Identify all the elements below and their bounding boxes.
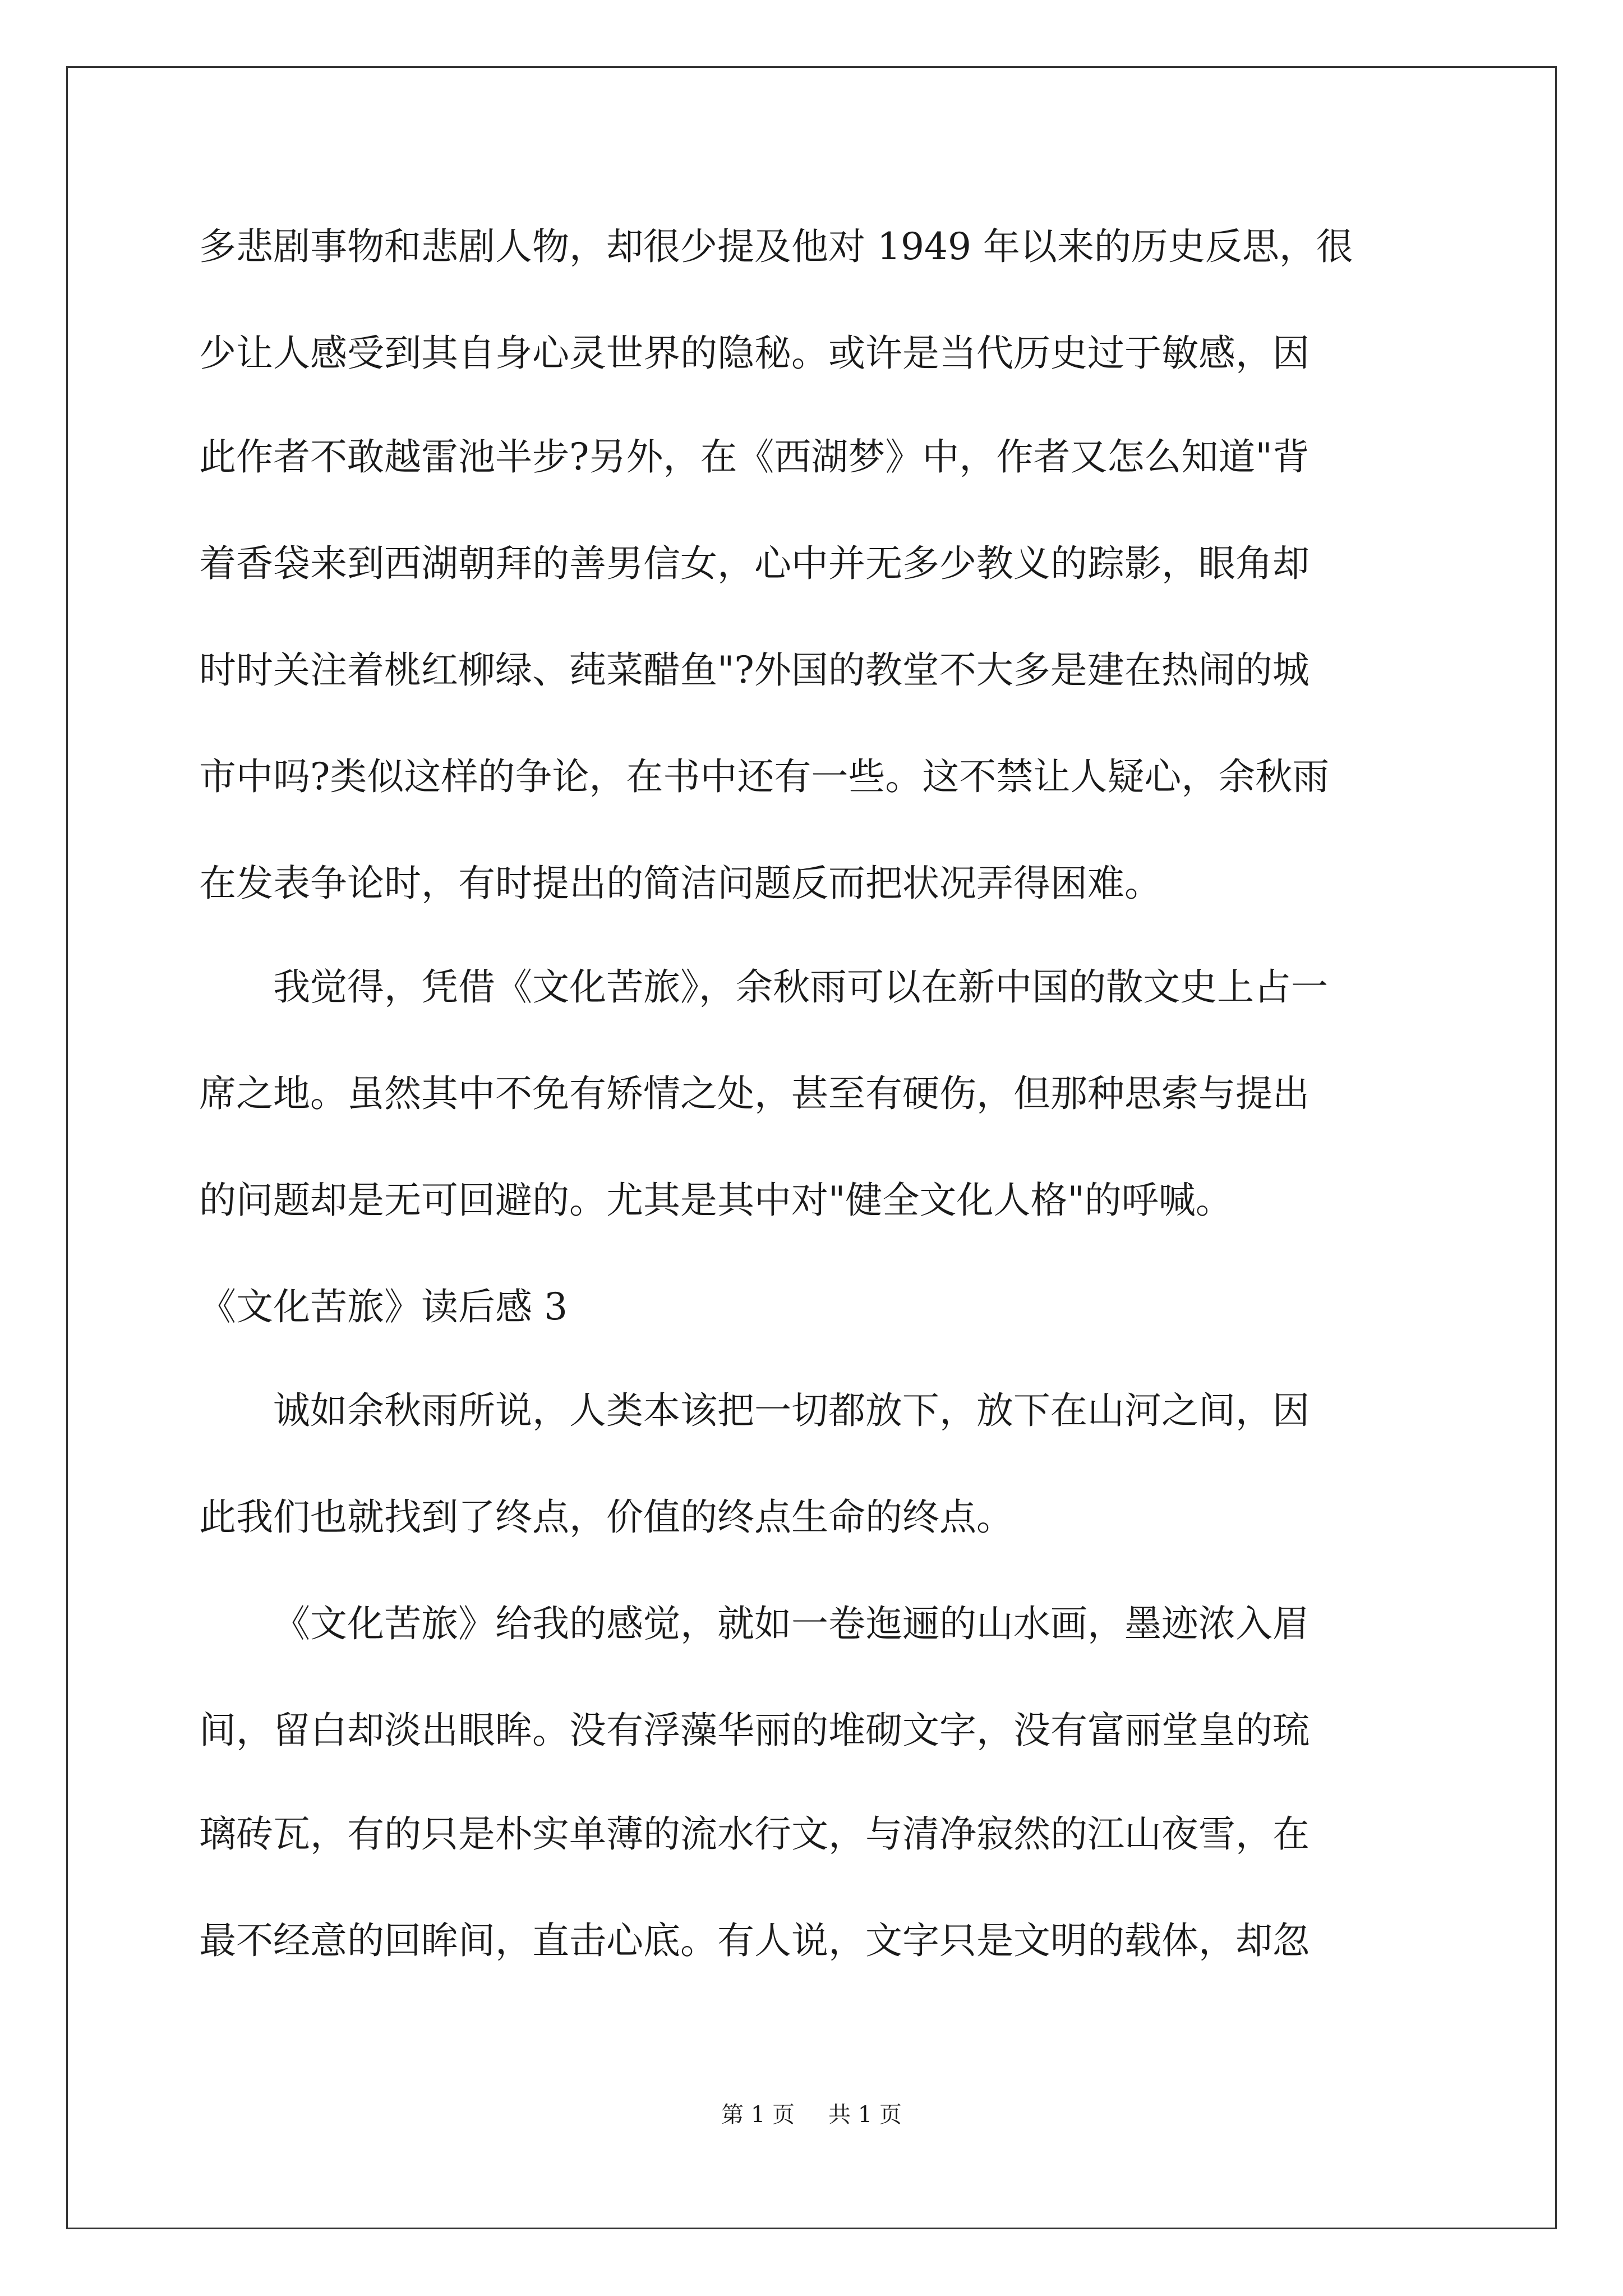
text-line: 在发表争论时，有时提出的简洁问题反而把状况弄得困难。 (199, 862, 1161, 905)
text-line: 多悲剧事物和悲剧人物，却很少提及他对 1949 年以来的历史反思，很 (199, 225, 1353, 268)
text-line: 诚如余秋雨所说，人类本该把一切都放下，放下在山河之间，因 (273, 1389, 1310, 1432)
text-line: 璃砖瓦，有的只是朴实单薄的流水行文，与清净寂然的江山夜雪，在 (199, 1812, 1310, 1856)
page-footer (0, 2098, 1623, 2132)
text-line: 此作者不敢越雷池半步?另外，在《西湖梦》中，作者又怎么知道"背 (199, 435, 1310, 478)
page-number: 第 1 页 (721, 2102, 795, 2128)
page-border (66, 66, 1557, 2229)
text-line: 市中吗?类似这样的争论，在书中还有一些。这不禁让人疑心，余秋雨 (199, 755, 1330, 798)
text-line: 我觉得，凭借《文化苦旅》，余秋雨可以在新中国的散文史上占一 (273, 965, 1328, 1009)
text-line: 着香袋来到西湖朝拜的善男信女，心中并无多少教义的踪影，眼角却 (199, 542, 1310, 585)
text-line: 时时关注着桃红柳绿、莼菜醋鱼"?外国的教堂不大多是建在热闹的城 (199, 648, 1310, 692)
text-line: 少让人感受到其自身心灵世界的隐秘。或许是当代历史过于敏感，因 (199, 332, 1310, 375)
section-heading: 《文化苦旅》读后感 3 (199, 1285, 568, 1328)
text-line: 间，留白却淡出眼眸。没有浮藻华丽的堆砌文字，没有富丽堂皇的琉 (199, 1709, 1310, 1752)
text-line: 席之地。虽然其中不免有矫情之处，甚至有硬伤，但那种思索与提出 (199, 1072, 1310, 1115)
text-line: 的问题却是无可回避的。尤其是其中对"健全文化人格"的呼喊。 (199, 1179, 1233, 1222)
text-line: 最不经意的回眸间，直击心底。有人说，文字只是文明的载体，却忽 (199, 1919, 1310, 1962)
page-total: 共 1 页 (828, 2102, 902, 2128)
text-line: 此我们也就找到了终点，价值的终点生命的终点。 (199, 1496, 1013, 1539)
text-line: 《文化苦旅》给我的感觉，就如一卷迤逦的山水画，墨迹浓入眉 (273, 1602, 1310, 1645)
